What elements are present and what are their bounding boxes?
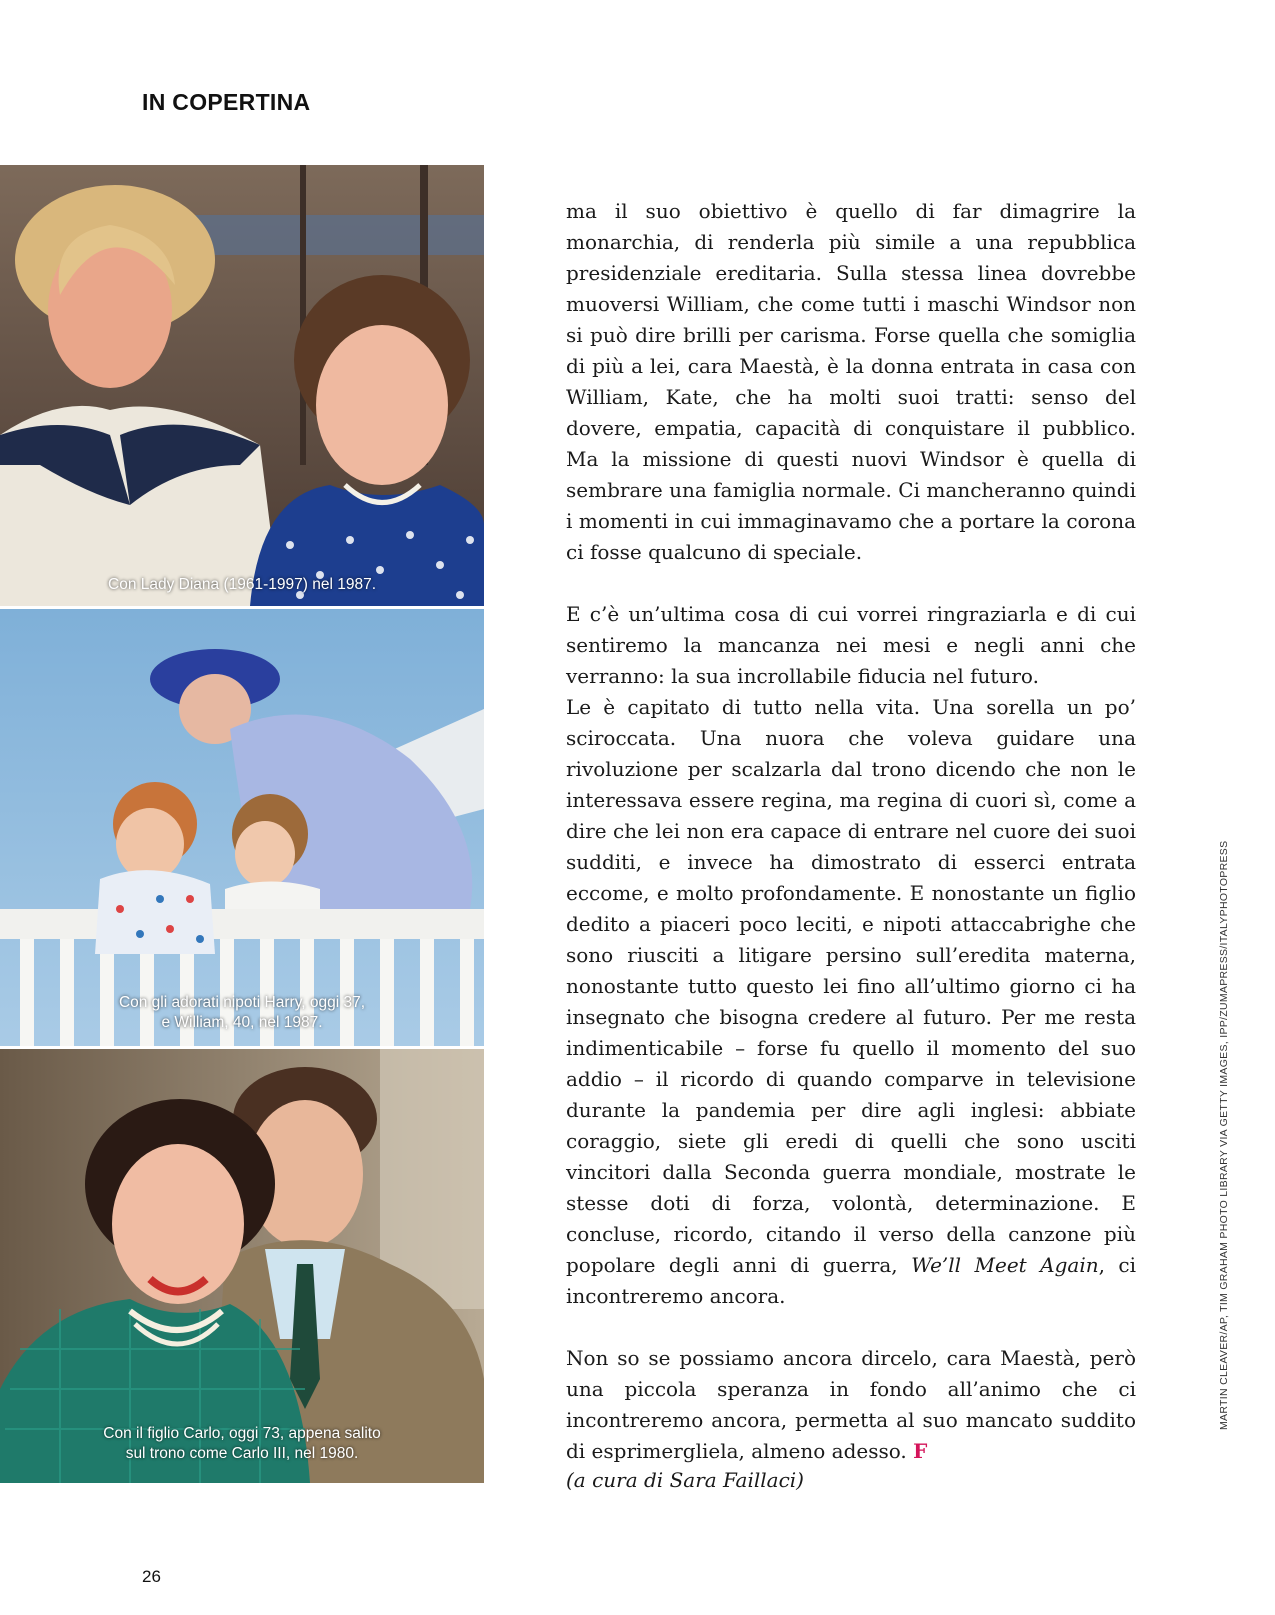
article-paragraph-4-text: Non so se possiamo ancora dircelo, cara Maestà, però una piccola speranza in fondo all’animo che ci incontreremo ancora, permetta al suo mancato suddito di esprimergliela, almeno adesso. <box>566 1346 1136 1463</box>
signoff: (a cura di Sara Faillaci) <box>566 1468 804 1492</box>
photo-charles <box>0 1049 484 1483</box>
photo-diana-illustration <box>0 165 484 606</box>
photo-charles-caption-line1: Con il figlio Carlo, oggi 73, appena salito <box>103 1425 381 1442</box>
photo-grandsons-caption-line2: e William, 40, nel 1987. <box>161 1014 323 1031</box>
section-title: IN COPERTINA <box>142 89 311 115</box>
photo-diana <box>0 165 484 606</box>
photo-credit: MARTIN CLEAVER/AP, TIM GRAHAM PHOTO LIBRARY VIA GETTY IMAGES, IPP/ZUMAPRESS/ITALYPHOTOPRESS <box>1218 840 1230 1430</box>
photo-grandsons-illustration <box>0 609 484 1046</box>
photo-grandsons <box>0 609 484 1046</box>
photo-diana-caption: Con Lady Diana (1961-1997) nel 1987. <box>108 576 376 593</box>
article-body <box>566 196 1136 1467</box>
photo-grandsons-caption-line1: Con gli adorati nipoti Harry, oggi 37, <box>118 994 366 1011</box>
article-paragraph-1: ma il suo obiettivo è quello di far dimagrire la monarchia, di renderla più simile a una repubblica presidenziale ereditaria. Sulla stessa linea dovrebbe muoversi William, che come tutti i maschi Windsor non si può dire brilli per carisma. Forse quella che somiglia di più a lei, cara Maestà, è la donna entrata in casa con William, Kate, che ha molti suoi tratti: senso del dovere, empatia, capacità di conquistare il pubblico. Ma la missione di questi nuovi Windsor è quella di sembrare una famiglia normale. Ci mancheranno quindi i momenti in cui immaginavamo che a portare la corona ci fosse qualcuno di speciale. <box>566 199 1136 564</box>
article-paragraph-3-text: Le è capitato di tutto nella vita. Una sorella un po’ sciroccata. Una nuora che voleva guidare una rivoluzione per scalzarla dal trono dicendo che non le interessava essere regina, ma regina di cuori sì, come a dire che lei non era capace di entrare nel cuore dei suoi sudditi, e invece ha dimostrato di esserci entrata eccome, e molto profondamente. E nonostante un figlio dedito a piaceri poco leciti, e nipoti attaccabrighe che sono riusciti a litigare persino sull’eredita materna, nonostante tutto questo lei fino all’ultimo giorno ci ha insegnato che bisogna credere al futuro. Per me resta indimenticabile – forse fu quello il momento del suo addio – il ricordo di quando comparve in televisione durante la pandemia per dire agli inglesi: abbiate coraggio, siete gli eredi di quelli che sono usciti vincitori dalla Seconda guerra mondiale, mostrate le stesse doti di forza, volontà, determinazione. E concluse, ricordo, citando il verso della canzone più popolare degli anni di guerra, <box>566 695 1136 1277</box>
article-paragraph-3-end: , ci incontreremo ancora. <box>566 1253 1137 1308</box>
photo-charles-caption <box>0 1424 484 1464</box>
photo-grandsons-caption <box>0 993 484 1033</box>
article-paragraph-4 <box>566 1343 1136 1467</box>
page-number: 26 <box>142 1567 161 1586</box>
article-paragraph-3 <box>566 692 1136 1312</box>
photo-charles-caption-line2: sul trono come Carlo III, nel 1980. <box>125 1445 359 1462</box>
song-title: We’ll Meet Again <box>911 1253 1099 1277</box>
end-mark: F <box>913 1439 928 1463</box>
article-paragraph-2: E c’è un’ultima cosa di cui vorrei ringraziarla e di cui sentiremo la mancanza nei mesi e negli anni che verranno: la sua incrollabile fiducia nel futuro. <box>566 602 1136 688</box>
photo-charles-illustration <box>0 1049 484 1483</box>
